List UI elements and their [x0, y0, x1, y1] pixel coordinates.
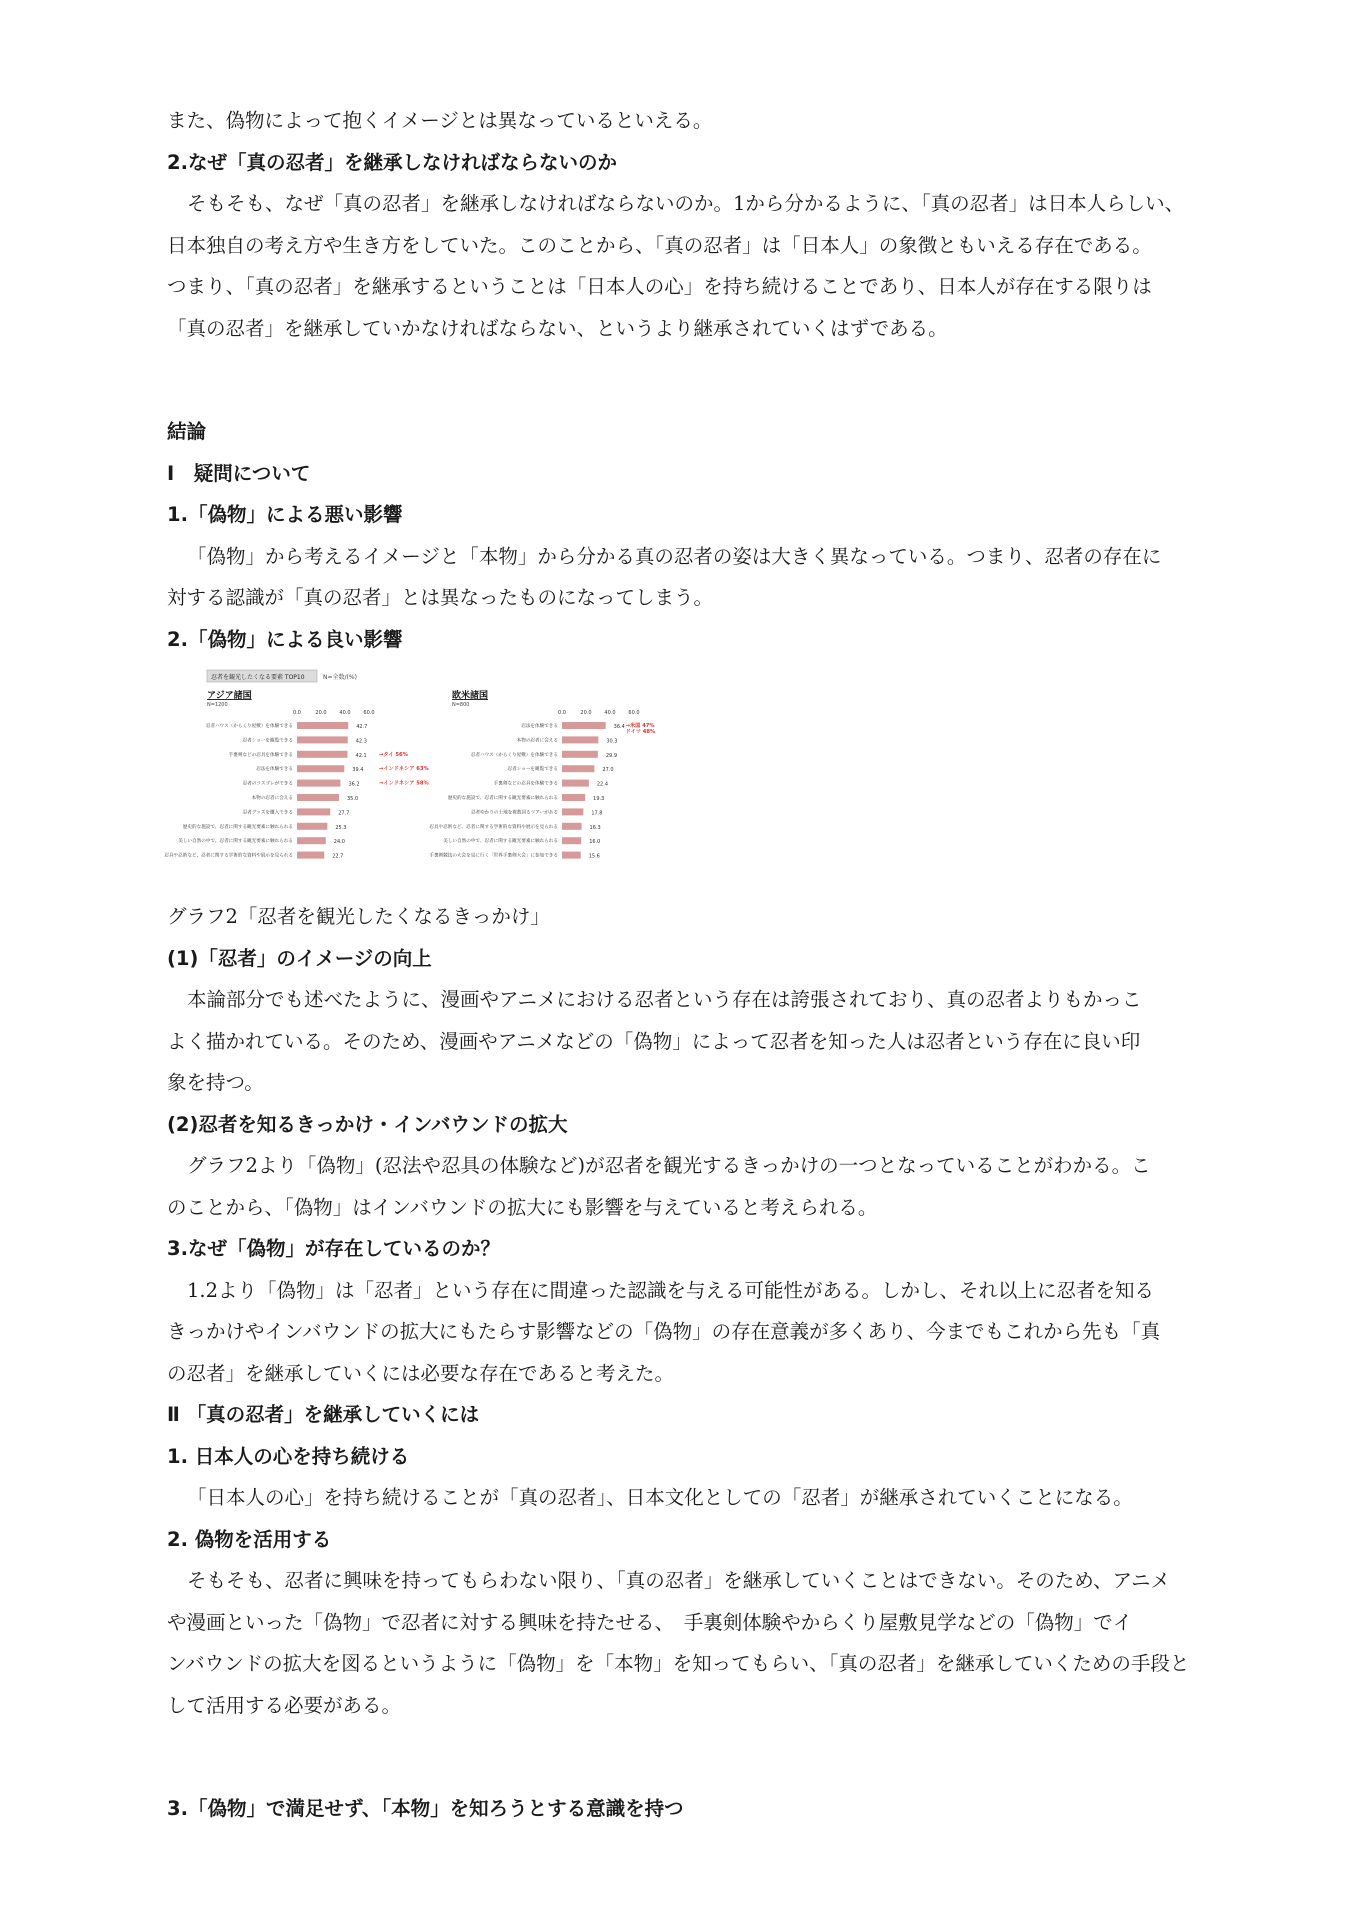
chart-callout: →米国 47%	[625, 723, 655, 729]
chart-data-label: 25.3	[335, 824, 347, 831]
chart-bar	[562, 765, 594, 772]
chart-bar	[562, 780, 589, 787]
chart-bar	[297, 837, 326, 844]
chart-category-label: 忍者ハウス（からくり屋敷）を体験できる	[205, 724, 293, 729]
chart-note: N=全数/(%)	[323, 674, 357, 681]
chart-caption: グラフ2「忍者を観光したくなるきっかけ」	[167, 905, 550, 928]
section-conclusion	[167, 411, 1227, 660]
chart-panel-n: N=800	[452, 702, 470, 708]
chart-tick-label: 0.0	[293, 710, 301, 716]
section-heading: Ⅰ 疑問について	[167, 461, 311, 485]
section-heading: 1.「偽物」による悪い影響	[167, 503, 403, 526]
body-text-line: して活用する必要がある。	[167, 1693, 402, 1717]
section-heading: (1)「忍者」のイメージの向上	[167, 946, 432, 970]
chart-category-label: 忍法を体験できる	[521, 724, 558, 729]
body-text-line: 対する認識が「真の忍者」とは異なったものになってしまう。	[167, 586, 714, 609]
section-heading: 3.「偽物」で満足せず、「本物」を知ろうとする意識を持つ	[167, 1797, 684, 1820]
chart-callout: →インドネシア 63%	[379, 766, 429, 773]
section-after	[167, 938, 1227, 1727]
chart-panel-title: 欧米諸国	[452, 691, 489, 701]
chart-data-label: 42.3	[355, 738, 367, 745]
chart-data-label: 22.7	[332, 853, 344, 860]
section-heading: 2.なぜ「真の忍者」を継承しなければならないのか	[167, 150, 617, 174]
chart-tick-label: 20.0	[580, 710, 592, 716]
body-text-line: よく描かれている。そのため、漫画やアニメなどの「偽物」によって忍者を知った人は忍者という存在に良い印	[167, 1029, 1141, 1053]
body-text-line: ンバウンドの拡大を図るというように「偽物」を「本物」を知ってもらい、「真の忍者」を継承していくための手段と	[167, 1652, 1190, 1675]
body-text-line: グラフ2より「偽物」(忍法や忍具の体験など)が忍者を観光するきっかけの一つとなっていることがわかる。こ	[187, 1154, 1151, 1177]
chart-bar	[562, 751, 598, 758]
chart-bar	[297, 808, 330, 815]
body-text-line: また、偽物によって抱くイメージとは異なっているといえる。	[167, 109, 713, 132]
body-text-line: 「真の忍者」を継承していかなければならない、というより継承されていくはずである。	[167, 316, 948, 340]
body-text-line: 日本独自の考え方や生き方をしていた。このことから、「真の忍者」は「日本人」の象徴ともいえる存在である。	[167, 233, 1152, 257]
chart-bar	[297, 736, 348, 743]
chart-callout: ドイツ 48%	[625, 729, 656, 735]
chart-bar	[562, 823, 582, 830]
chart-bar	[562, 794, 585, 801]
section-last	[167, 1788, 1227, 1830]
chart-tick-label: 60.0	[628, 710, 640, 716]
chart-category-label: 忍者ショーを観覧できる	[242, 738, 293, 744]
chart-bar	[562, 837, 581, 844]
chart-bar	[297, 722, 348, 729]
chart-category-label: 忍具や忍術など、忍者に関する学術的な資料や展示を見られる	[164, 853, 293, 859]
chart-category-label: 手裏剣競技の大会を見に行く「世界手裏剣大会」に参加できる	[429, 853, 558, 859]
section-heading: 1. 日本人の心を持ち続ける	[167, 1444, 410, 1468]
chart-panel-n: N=1200	[207, 702, 228, 708]
chart-graph2	[164, 668, 717, 888]
chart-category-label: 忍具や忍術など、忍者に関する学術的な資料や展示を見られる	[429, 824, 558, 830]
chart-bar	[562, 852, 581, 859]
chart-bar	[297, 794, 339, 801]
chart-bar	[562, 722, 606, 729]
chart-data-label: 16.0	[589, 839, 601, 846]
chart-tick-label: 40.0	[604, 710, 616, 716]
chart-data-label: 39.4	[352, 767, 364, 774]
chart-tick-label: 20.0	[315, 710, 327, 716]
chart-tick-label: 60.0	[363, 710, 375, 716]
chart-category-label: 歴史的な施設で、忍者に関する観光要素に触れられる	[447, 796, 558, 801]
chart-callout: →タイ 56%	[379, 751, 408, 758]
section-heading: 2.「偽物」による良い影響	[167, 627, 403, 651]
chart-category-label: 美しい自然の中で、忍者に関する観光要素に触れられる	[178, 839, 293, 845]
chart-svg	[164, 668, 717, 888]
body-text-line: きっかけやインバウンドの拡大にもたらす影響などの「偽物」の存在意義が多くあり、今までもこれから先も「真	[167, 1320, 1161, 1343]
body-text-line: そもそも、忍者に興味を持ってもらわない限り、「真の忍者」を継承していくことはできない。そのため、アニメ	[187, 1569, 1170, 1592]
chart-data-label: 27.0	[602, 767, 614, 774]
chart-data-label: 42.7	[356, 724, 368, 730]
chart-data-label: 15.6	[588, 853, 600, 860]
chart-bar	[297, 852, 324, 859]
chart-category-label: 歴史的な施設で、忍者に関する観光要素に触れられる	[182, 824, 293, 830]
chart-data-label: 24.0	[333, 839, 345, 846]
chart-bar	[562, 808, 583, 815]
chart-title: 忍者を観光したくなる要素 TOP10	[211, 674, 305, 681]
body-text-line: 「偽物」から考えるイメージと「本物」から分かる真の忍者の姿は大きく異なっている。つまり、忍者の存在に	[187, 544, 1162, 568]
chart-category-label: 美しい自然の中で、忍者に関する観光要素に触れられる	[443, 839, 558, 845]
chart-data-label: 42.1	[355, 752, 367, 759]
chart-data-label: 22.4	[596, 781, 609, 788]
chart-bar	[297, 823, 327, 830]
body-text-line: つまり、「真の忍者」を継承するということは「日本人の心」を持ち続けることであり、日本人が存在する限りは	[167, 275, 1152, 298]
chart-panel-title: アジア諸国	[207, 691, 252, 701]
chart-data-label: 35.0	[347, 796, 359, 802]
body-text-line: 本論部分でも述べたように、漫画やアニメにおける忍者という存在は誇張されており、真の忍者よりもかっこ	[187, 988, 1142, 1011]
chart-category-label: 手裏剣などの忍具を体験できる	[493, 781, 558, 787]
chart-category-label: 本物の忍者に会える	[251, 796, 293, 801]
section-heading: 2. 偽物を活用する	[167, 1527, 332, 1551]
body-text-line: 象を持つ。	[167, 1071, 264, 1094]
body-text-line: 1.2より「偽物」は「忍者」という存在に間違った認識を与える可能性がある。しかし、それ以上に忍者を知る	[187, 1278, 1155, 1302]
chart-data-label: 29.9	[605, 752, 618, 759]
chart-tick-label: 40.0	[339, 710, 351, 716]
chart-category-label: 手裏剣などの忍具を体験できる	[228, 752, 293, 758]
chart-data-label: 19.3	[593, 796, 605, 802]
chart-tick-label: 0.0	[558, 710, 566, 716]
chart-bar	[562, 736, 598, 743]
body-text-line: のことから、「偽物」はインバウンドの拡大にも影響を与えていると考えられる。	[167, 1195, 878, 1219]
chart-bar	[297, 765, 344, 772]
chart-category-label: 本物の忍者に会える	[516, 738, 558, 744]
chart-bar	[297, 751, 348, 758]
body-text-line: の忍者」を継承していくには必要な存在であると考えた。	[167, 1361, 675, 1385]
chart-data-label: 36.2	[348, 781, 360, 788]
section-heading: Ⅱ 「真の忍者」を継承していくには	[167, 1403, 480, 1426]
chart-data-label: 30.3	[606, 738, 618, 745]
chart-category-label: 忍者ショーを観覧できる	[507, 767, 558, 773]
body-text-line: そもそも、なぜ「真の忍者」を継承しなければならないのか。1から分かるように、「真の忍者」は日本人らしい、	[187, 192, 1185, 215]
chart-data-label: 27.7	[338, 810, 350, 817]
chart-category-label: 忍法を体験できる	[256, 767, 293, 773]
section-heading: 3.なぜ「偽物」が存在しているのか？	[167, 1237, 500, 1260]
chart-data-label: 36.4	[613, 724, 625, 730]
document-page	[164, 100, 1227, 1830]
chart-category-label: 忍者ゆかりの土地を複数回るツアーがある	[470, 810, 558, 816]
section-heading: 結論	[167, 420, 207, 443]
chart-category-label: 忍者グッズを購入できる	[242, 810, 293, 816]
chart-category-label: 忍者ハウス（からくり屋敷）を体験できる	[470, 752, 558, 758]
section-heading: (2)忍者を知るきっかけ・インバウンドの拡大	[167, 1112, 568, 1136]
chart-data-label: 16.3	[589, 824, 601, 831]
body-text-line: や漫画といった「偽物」で忍者に対する興味を持たせる、 手裏剣体験やからくり屋敷見学などの「偽物」でイ	[167, 1610, 1133, 1634]
chart-data-label: 17.8	[591, 810, 603, 817]
section-intro	[167, 100, 1227, 349]
body-text-line: 「日本人の心」を持ち続けることが「真の忍者」、日本文化としての「忍者」が継承されていくことになる。	[187, 1486, 1133, 1509]
chart-category-label: 忍者のコスプレができる	[242, 781, 293, 787]
chart-callout: →インドネシア 58%	[379, 780, 429, 787]
chart-bar	[297, 780, 340, 787]
